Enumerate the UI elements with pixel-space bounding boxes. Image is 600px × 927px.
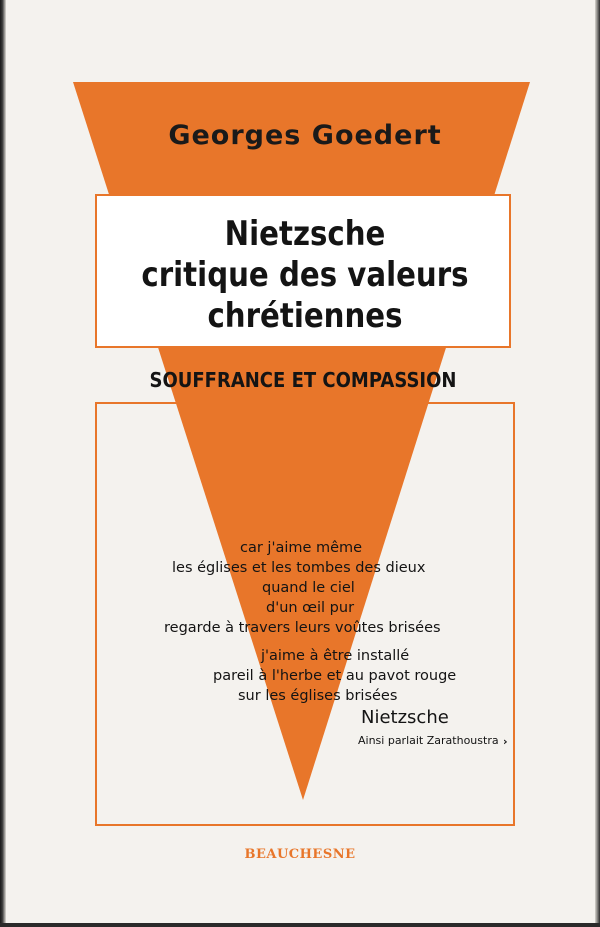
epigraph-line: quand le ciel (262, 580, 355, 596)
epigraph-line: car j'aime même (240, 540, 363, 556)
subtitle: SOUFFRANCE ET COMPASSION (149, 368, 457, 392)
epigraph-line: pareil à l'herbe et au pavot rouge (213, 668, 457, 684)
title-line-1: Nietzsche (224, 214, 386, 254)
attribution-name: Nietzsche (361, 707, 449, 728)
publisher-name: BEAUCHESNE (244, 847, 356, 862)
attribution-work: Ainsi parlait Zarathoustra (358, 734, 499, 747)
epigraph-line: regarde à travers leurs voûtes brisées (164, 620, 441, 636)
epigraph-line: sur les églises brisées (238, 688, 398, 704)
epigraph-line: d'un œil pur (266, 600, 355, 616)
title-line-3: chrétiennes (207, 296, 403, 336)
bracket-mark: › (503, 735, 508, 748)
title-box (95, 194, 511, 348)
epigraph-line: j'aime à être installé (261, 648, 410, 664)
title-line-2: critique des valeurs (141, 255, 469, 295)
author-name: Georges Goedert (168, 120, 442, 151)
epigraph-line: les églises et les tombes des dieux (172, 560, 426, 576)
